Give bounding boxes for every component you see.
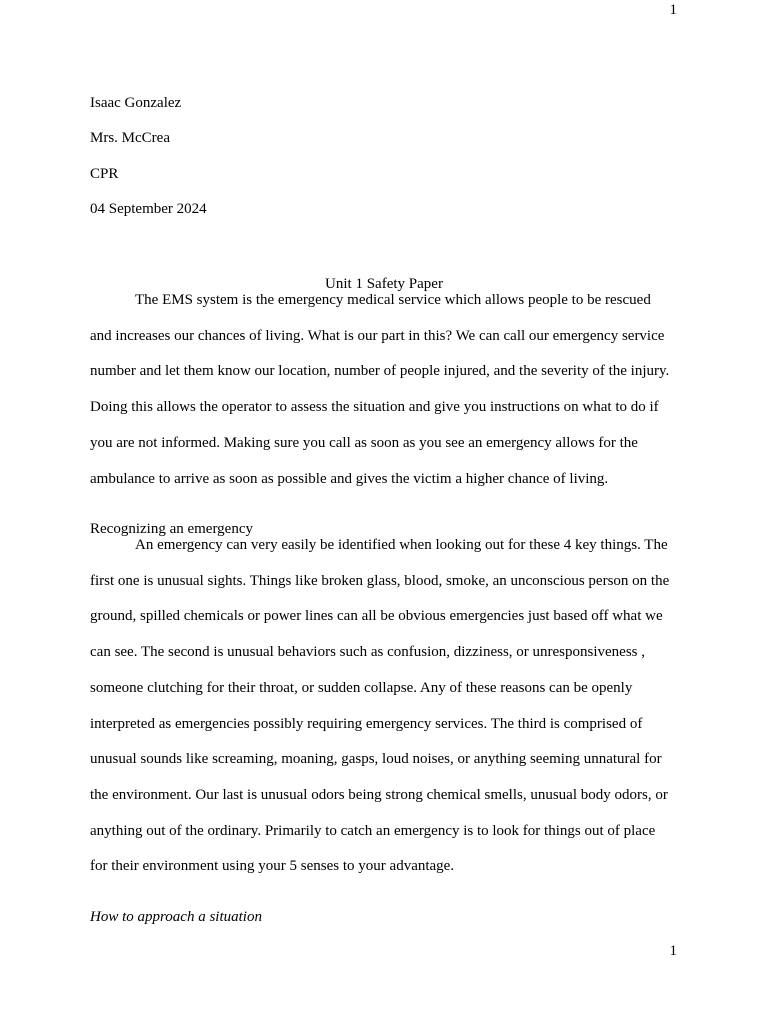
paragraph-line: interpreted as emergencies possibly requiring emergency services. The third is comprised of	[90, 715, 643, 732]
paragraph-line: unusual sounds like screaming, moaning, gasps, loud noises, or anything seeming unnatural for	[90, 751, 662, 768]
course-name: CPR	[90, 166, 119, 182]
paragraph-line: anything out of the ordinary. Primarily to catch an emergency is to look for things out of place	[90, 822, 656, 839]
paper-title: Unit 1 Safety Paper	[325, 276, 443, 292]
paragraph-line: The EMS system is the emergency medical service which allows people to be rescued	[135, 292, 651, 308]
paragraph-line: can see. The second is unusual behaviors such as confusion, dizziness, or unresponsiveness ,	[90, 644, 646, 661]
paragraph-line: Doing this allows the operator to assess the situation and give you instructions on what to do if	[90, 399, 659, 416]
paragraph-line: you are not informed. Making sure you call as soon as you see an emergency allows for the	[90, 434, 638, 451]
paragraph-line: number and let them know our location, number of people injured, and the severity of the injury.	[90, 363, 670, 380]
paragraph-line: first one is unusual sights. Things like broken glass, blood, smoke, an unconscious person on the	[90, 572, 670, 589]
heading-recognizing-emergency: Recognizing an emergency	[90, 521, 253, 537]
paragraph-line: someone clutching for their throat, or sudden collapse. Any of these reasons can be openly	[90, 679, 633, 696]
paragraph-line: An emergency can very easily be identified when looking out for these 4 key things. The	[135, 537, 668, 553]
paragraph-line: ground, spilled chemicals or power lines can all be obvious emergencies just based off what we	[90, 608, 663, 625]
paragraph-line: for their environment using your 5 senses to your advantage.	[90, 858, 455, 875]
author-name: Isaac Gonzalez	[90, 95, 182, 111]
paragraph-ems	[90, 283, 678, 497]
page-number-bottom: 1	[669, 943, 677, 959]
teacher-name: Mrs. McCrea	[90, 130, 170, 146]
heading-approach-situation: How to approach a situation	[90, 909, 262, 925]
paragraph-line: the environment. Our last is unusual odors being strong chemical smells, unusual body odors, or	[90, 786, 668, 803]
document-date: 04 September 2024	[90, 201, 207, 217]
page-number-top: 1	[669, 2, 677, 18]
paragraph-line: ambulance to arrive as soon as possible and gives the victim a higher chance of living.	[90, 470, 609, 487]
paragraph-recognizing	[90, 528, 678, 885]
paragraph-line: and increases our chances of living. What is our part in this? We can call our emergency service	[90, 327, 665, 344]
